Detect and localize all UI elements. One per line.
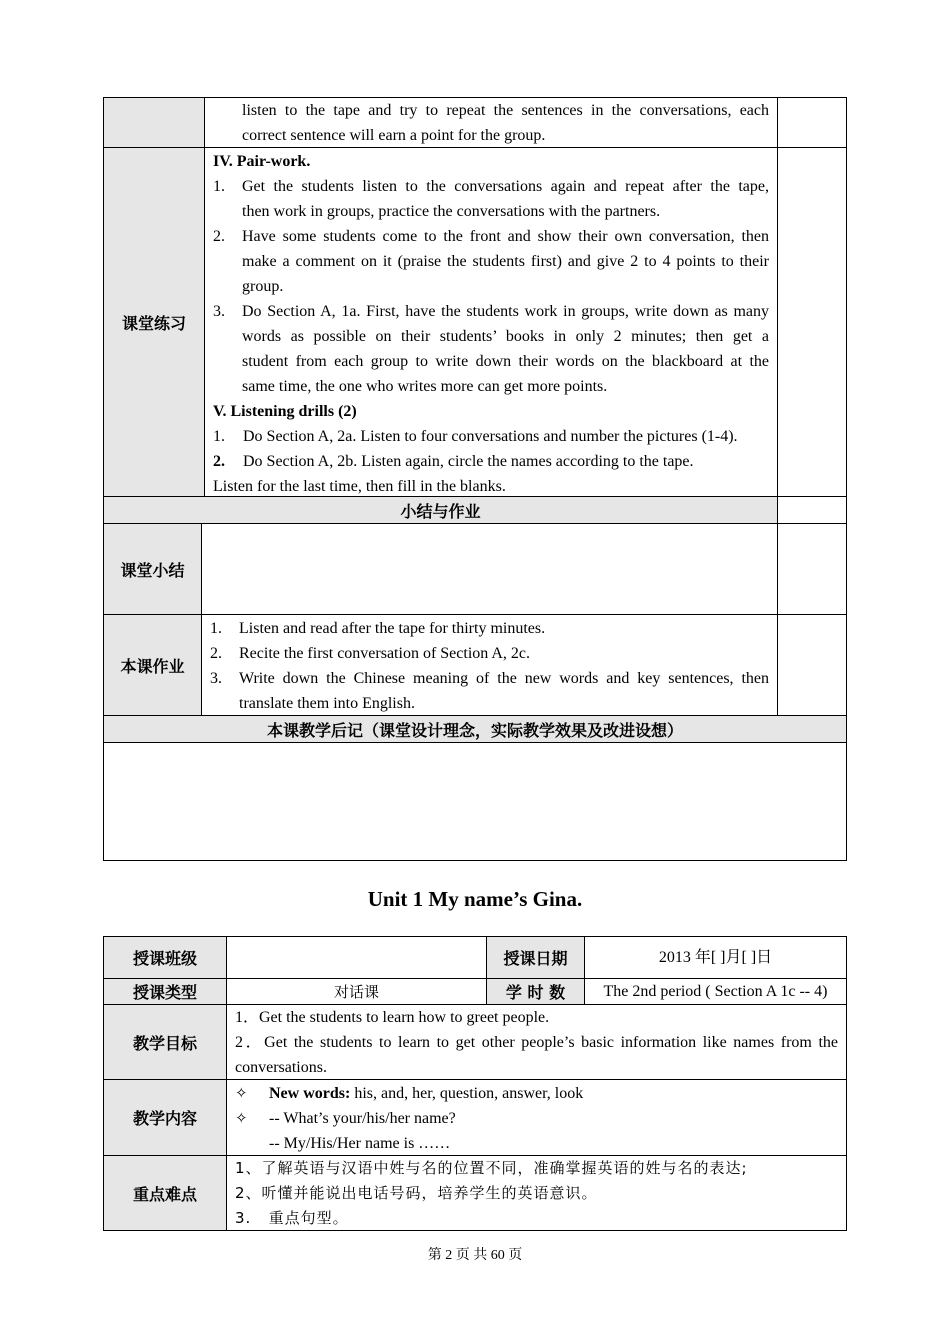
summary-header-side: [777, 496, 847, 524]
new-words-list: his, and, her, question, answer, look: [350, 1085, 584, 1102]
homework-num-3: 3.: [210, 670, 222, 687]
postscript-body: [103, 742, 847, 861]
homework-item-3-line-2: translate them into English.: [239, 695, 415, 712]
listening-item-1: Do Section A, 2a. Listen to four conversations and number the pictures (1-4).: [243, 428, 738, 445]
homework-item-1: Listen and read after the tape for thirty minutes.: [239, 620, 546, 637]
date-label: 授课日期: [486, 936, 585, 979]
hours-value-cell: [584, 978, 847, 1005]
goals-label: 教学目标: [103, 1004, 227, 1080]
type-value: 对话课: [333, 983, 379, 1001]
content-bullet-1: ✧: [235, 1084, 248, 1102]
pairwork-item-2-line-3: group.: [242, 278, 284, 295]
content-new-words: [269, 1081, 583, 1106]
continued-content-cell: [204, 97, 778, 148]
pairwork-item-2-line-2: make a comment on it (praise the students first) and give 2 to 4 points to their: [242, 253, 769, 270]
listening-num-2: 2.: [213, 453, 225, 470]
content-bullet-2: ✧: [235, 1109, 248, 1127]
pairwork-num-3: 3.: [213, 303, 225, 320]
homework-num-2: 2.: [210, 645, 222, 662]
postscript-header: 本课教学后记（课堂设计理念，实际教学效果及改进设想）: [103, 715, 847, 743]
goal-1: 1．Get the students to learn how to greet people.: [235, 1009, 550, 1026]
summary-content-cell: [201, 523, 778, 615]
pairwork-num-2: 2.: [213, 228, 225, 245]
homework-content-cell: [201, 614, 778, 716]
pairwork-item-2-line-1: Have some students come to the front and show their own conversation, then: [242, 228, 769, 245]
homework-label: 本课作业: [103, 614, 202, 716]
listening-final: Listen for the last time, then fill in the blanks.: [213, 478, 506, 495]
pairwork-heading: IV. Pair-work.: [213, 153, 311, 170]
class-value-cell: [226, 936, 487, 979]
summary-side-cell: [777, 523, 847, 615]
content-line-2: -- What’s your/his/her name?: [269, 1110, 456, 1127]
practice-side-cell: [777, 147, 847, 497]
listening-num-1: 1.: [213, 428, 225, 445]
homework-item-2: Recite the first conversation of Section A, 2c.: [239, 645, 531, 662]
practice-label: 课堂练习: [103, 147, 205, 497]
class-label: 授课班级: [103, 936, 227, 979]
homework-item-3-line-1: Write down the Chinese meaning of the new words and key sentences, then: [239, 670, 769, 687]
type-label: 授课类型: [103, 978, 227, 1005]
practice-content-cell: [204, 147, 778, 497]
goal-2: 2．Get the students to learn to get other people’s basic information like names from the: [235, 1034, 838, 1051]
date-value: 2013 年[ ]月[ ]日: [658, 949, 773, 966]
key-point-3: 3. 重点句型。: [235, 1209, 349, 1227]
pairwork-item-3-line-2: words as possible on their students’ books in only 2 minutes; then get a: [242, 328, 769, 345]
continued-side-cell: [777, 97, 847, 148]
key-cell: [226, 1155, 847, 1231]
key-label: 重点难点: [103, 1155, 227, 1231]
new-words-label: New words:: [269, 1085, 351, 1102]
hours-value: The 2nd period ( Section A 1c -- 4): [603, 983, 828, 1000]
continued-label-cell: [103, 97, 205, 148]
pairwork-num-1: 1.: [213, 178, 225, 195]
page-footer: 第 2 页 共 60 页: [427, 1248, 523, 1263]
unit-title: Unit 1 My name’s Gina.: [367, 887, 583, 911]
goals-cell: [226, 1004, 847, 1080]
continued-line-2: correct sentence will earn a point for the group.: [242, 127, 546, 144]
pairwork-item-3-line-4: same time, the one who writes more can get more points.: [242, 378, 608, 395]
pairwork-item-3-line-3: student from each group to write down their words on the blackboard at the: [242, 353, 769, 370]
pairwork-item-1-line-2: then work in groups, practice the conversations with the partners.: [242, 203, 661, 220]
key-point-2: 2、听懂并能说出电话号码，培养学生的英语意识。: [235, 1184, 598, 1202]
listening-heading: V. Listening drills (2): [213, 403, 357, 420]
key-point-1: 1、了解英语与汉语中姓与名的位置不同，准确掌握英语的姓与名的表达;: [235, 1159, 748, 1177]
content-label: 教学内容: [103, 1079, 227, 1156]
summary-label: 课堂小结: [103, 523, 202, 615]
hours-label: 学 时 数: [486, 978, 585, 1005]
continued-line-1: listen to the tape and try to repeat the sentences in the conversations, each: [242, 102, 769, 119]
content-cell: [226, 1079, 847, 1156]
summary-header: 小结与作业: [103, 496, 778, 524]
goal-3: conversations.: [235, 1059, 327, 1076]
date-value-cell: [584, 936, 847, 979]
homework-num-1: 1.: [210, 620, 222, 637]
homework-side-cell: [777, 614, 847, 716]
type-value-cell: [226, 978, 487, 1005]
listening-item-2: Do Section A, 2b. Listen again, circle the names according to the tape.: [243, 453, 694, 470]
pairwork-item-1-line-1: Get the students listen to the conversations again and repeat after the tape,: [242, 178, 769, 195]
pairwork-item-3-line-1: Do Section A, 1a. First, have the students work in groups, write down as many: [242, 303, 769, 320]
content-line-3: -- My/His/Her name is ……: [269, 1135, 451, 1152]
